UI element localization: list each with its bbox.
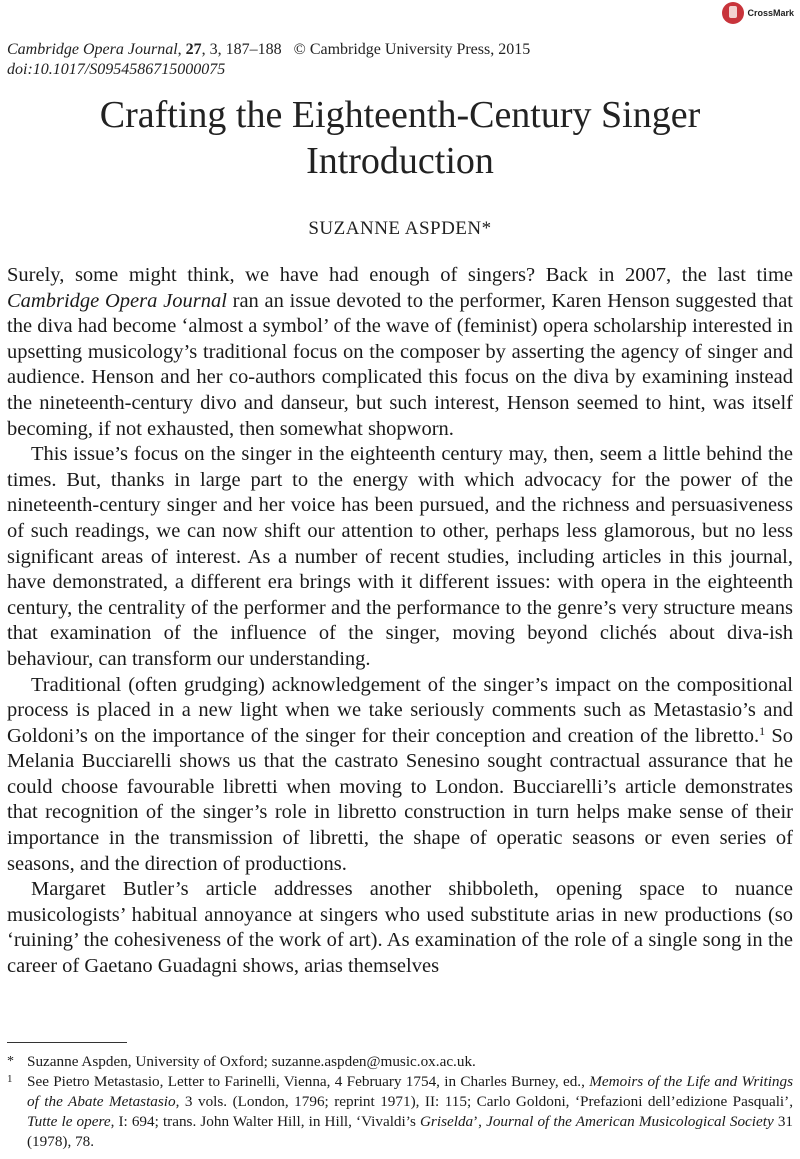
footnote-star-mark: *	[7, 1054, 14, 1069]
doi-link[interactable]: doi:10.1017/S0954586715000075	[7, 61, 226, 78]
footnote-1-mark: 1	[7, 1073, 13, 1085]
paragraph-2: This issue’s focus on the singer in the eighteenth century may, then, seem a little behind the times. But, thanks in large part to the energy with which advocacy for the power of the nineteenth-century singer and her voice has been pursued, and the richness and persuasiveness of such readings, we can now shift our attention to other, perhaps less glamorous, but no less significant areas of interest. As a number of recent studies, including articles in this journal, have demonstrated, a different era brings with it different issues: with opera in the eighteenth century, the centrality of the performer and the performance to the genre’s very structure means that examination of the influence of the singer, moving beyond clichés about diva-ish behaviour, can transform our understanding.	[7, 443, 793, 670]
title-line-1: Crafting the Eighteenth-Century Singer	[99, 94, 701, 136]
crossmark-label: CrossMark	[747, 8, 794, 18]
footnote-author	[7, 1052, 793, 1072]
footnotes	[7, 1052, 793, 1152]
citation-line: Cambridge Opera Journal, 27, 3, 187–188 © Cambridge University Press, 2015	[7, 41, 531, 58]
footnote-ref-1[interactable]: 1	[759, 723, 766, 738]
footnote-1-text: See Pietro Metastasio, Letter to Farinelli, Vienna, 4 February 1754, in Charles Burney, ed., Memoirs of the Life and Writings of the Abate Metastasio, 3 vols. (London, 1796; reprint 1971), II: 115; Carlo Goldoni, ‘Prefazioni dell’edizione Pasquali’, Tutte le opere, I: 694; trans. John Walter Hill, in Hill, ‘Vivaldi’s Griselda’, Journal of the American Musicological Society 31 (1978), 78.	[27, 1073, 794, 1150]
article-title	[0, 92, 800, 184]
journal-name: Cambridge Opera Journal	[7, 41, 178, 58]
issue-pages: , 3, 187–188	[201, 41, 282, 58]
running-head	[7, 40, 530, 80]
author-name: SUZANNE ASPDEN*	[308, 218, 492, 239]
paragraph-1: Surely, some might think, we have had enough of singers? Back in 2007, the last time Cambridge Opera Journal ran an issue devoted to the performer, Karen Henson suggested that the diva had become ‘almost a symbol’ of the wave of (feminist) opera scholarship interested in upsetting musicology’s traditional focus on the composer by asserting the agency of singer and audience. Henson and her co-authors complicated this focus on the diva by examining instead the nineteenth-century divo and danseur, but such interest, Henson seemed to hint, was itself becoming, if not exhausted, then somewhat shopworn.	[7, 264, 793, 440]
copyright-notice: © Cambridge University Press, 2015	[293, 41, 531, 58]
volume-number: 27	[185, 41, 202, 58]
paragraph-4: Margaret Butler’s article addresses another shibboleth, opening space to nuance musicologists’ habitual annoyance at singers who used substitute arias in new productions (so ‘ruining’ the cohesiveness of the work of art). As examination of the role of a single song in the career of Gaetano Guadagni shows, arias themselves	[7, 878, 793, 978]
journal-mention: Cambridge Opera Journal	[7, 289, 227, 312]
title-line-2: Introduction	[306, 140, 494, 182]
crossmark-icon	[722, 2, 744, 24]
paragraph-3: Traditional (often grudging) acknowledgement of the singer’s impact on the compositional process is placed in a new light when we take seriously comments such as Metastasio’s and Goldoni’s on the importance of the singer for their conception and creation of the libretto.$^1$ So Melania Bucciarelli shows us that the castrato Senesino sought contractual assurance that he could choose favourable libretti when moving to London. Bucciarelli’s article demonstrates that recognition of the singer’s role in libretto construction in turn helps make sense of their importance in the transmission of libretti, the shape of operatic seasons or even series of seasons, and the direction of productions.	[7, 673, 793, 875]
footnote-1	[7, 1072, 793, 1152]
crossmark-badge[interactable]	[722, 2, 794, 24]
footnote-author-text: Suzanne Aspden, University of Oxford; suzanne.aspden@music.ox.ac.uk.	[27, 1053, 476, 1070]
footnote-divider	[7, 1042, 127, 1043]
article-body	[7, 263, 793, 980]
